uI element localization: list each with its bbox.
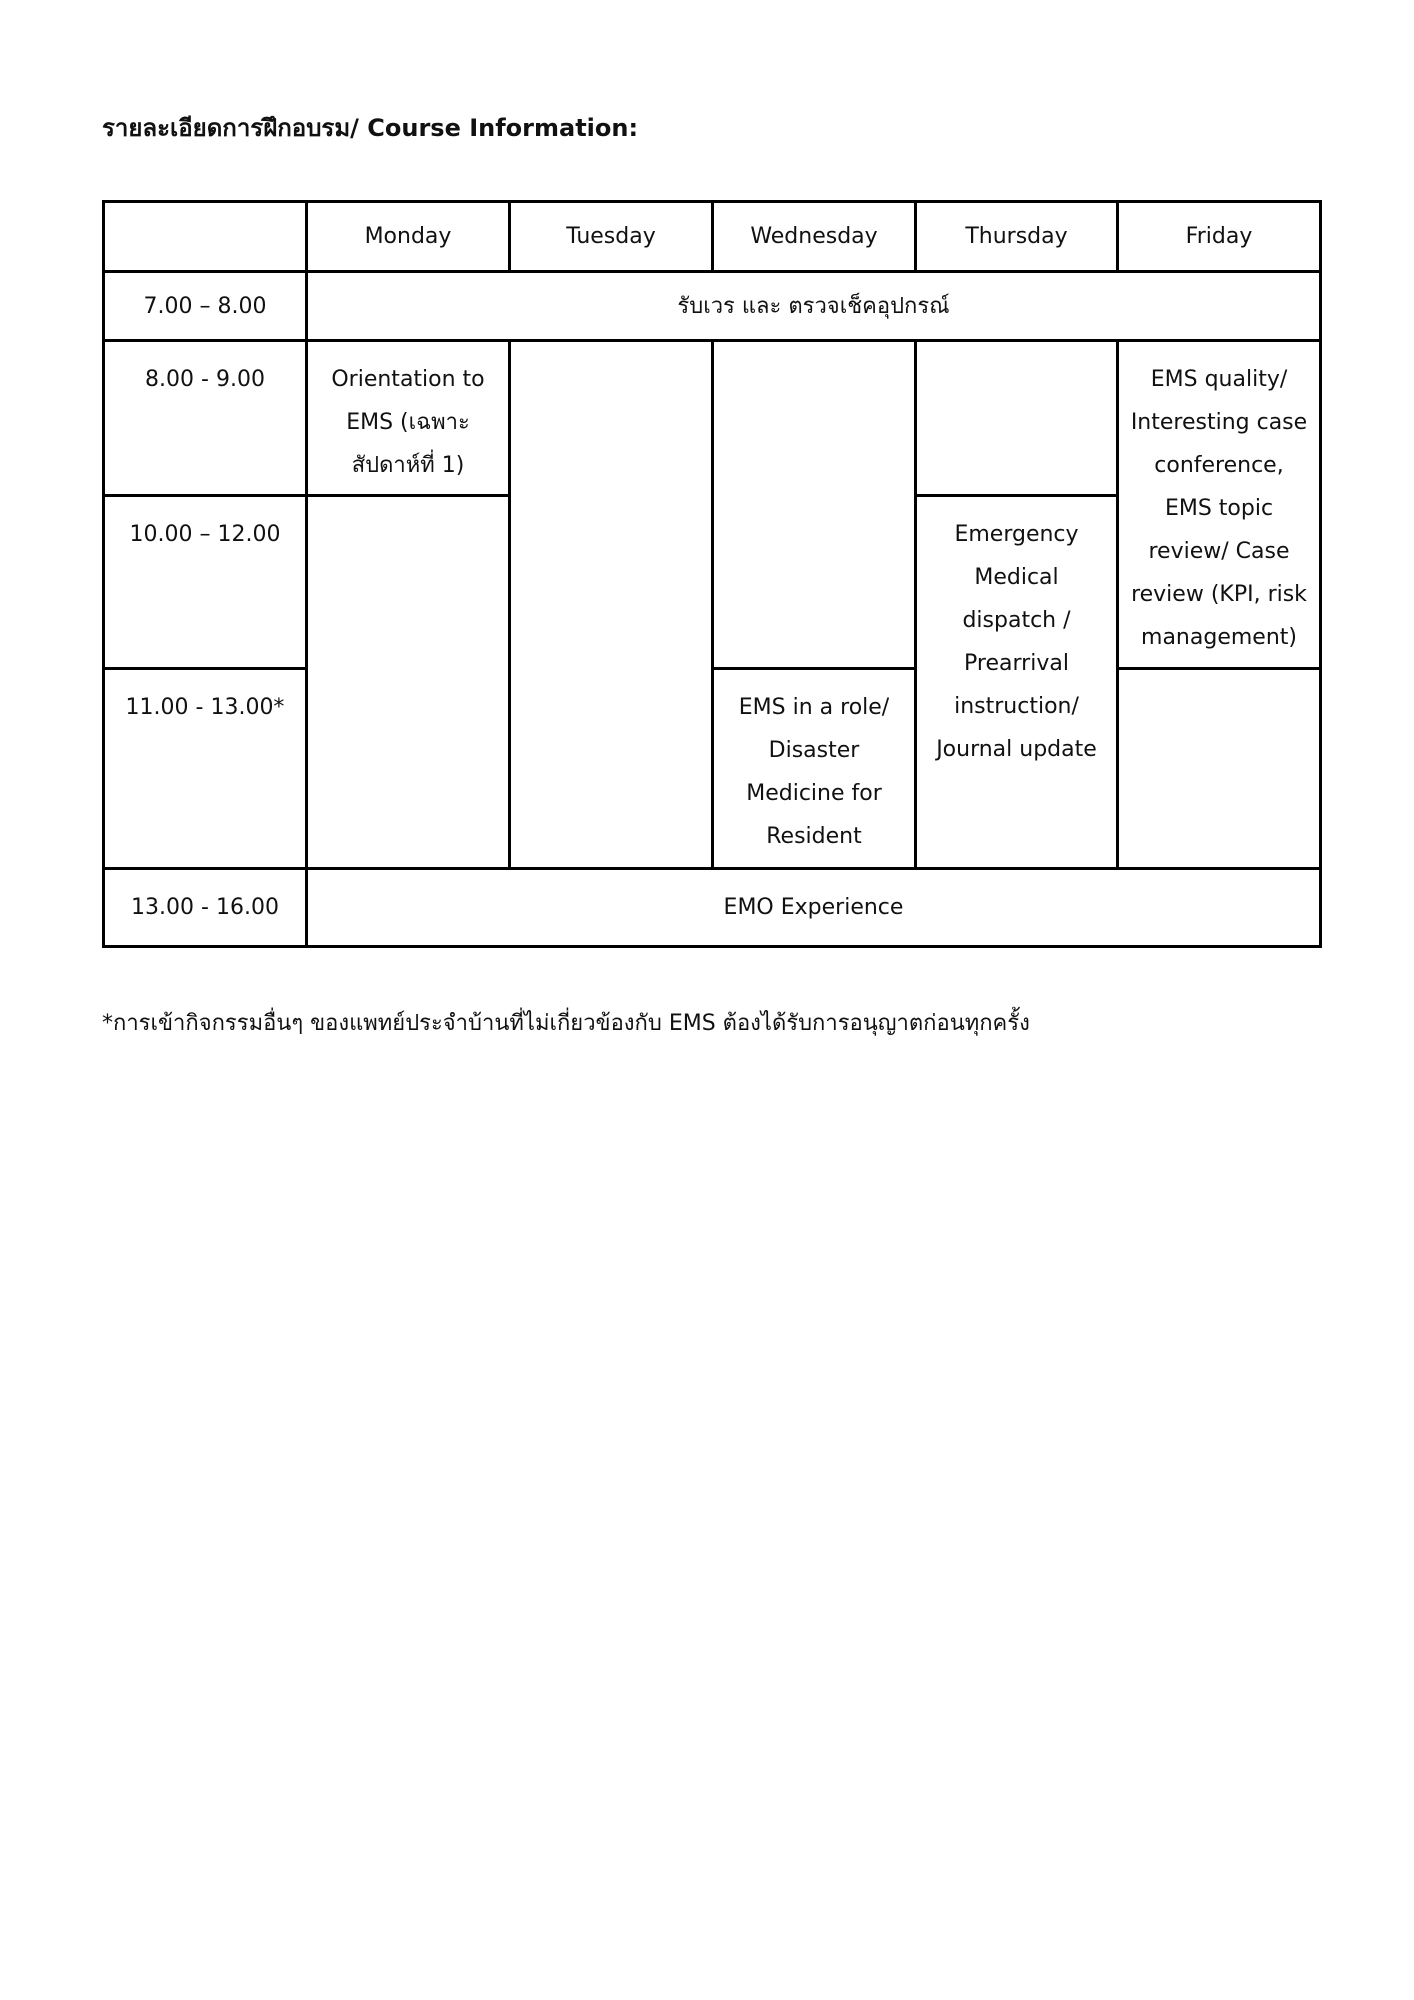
course-information-heading: รายละเอียดการฝึกอบรม/ Course Information: [102,114,639,142]
cell-line: review (KPI, risk [1131,582,1307,607]
weekly-schedule-table [102,200,1322,948]
time-label: 10.00 – 12.00 [104,496,307,669]
tuesday-empty-cell [510,341,713,869]
monday-empty-cell [307,496,510,869]
time-row-1300 [104,869,1321,947]
morning-handover-cell: รับเวร และ ตรวจเช็คอุปกรณ์ [307,272,1321,341]
header-row [104,202,1321,272]
cell-line: dispatch / [962,608,1071,633]
cell-line: สัปดาห์ที่ 1) [351,453,465,478]
thursday-dispatch-cell [916,496,1118,869]
time-label: 11.00 - 13.00* [104,669,307,869]
cell-line: instruction/ [954,694,1079,719]
friday-quality-cell [1118,341,1321,669]
time-row-0800 [104,341,1321,496]
cell-line: EMS in a role/ [738,695,890,720]
cell-line: Orientation to [331,367,485,392]
cell-line: Medical [974,565,1059,590]
monday-orientation-cell [307,341,510,496]
time-label: 13.00 - 16.00 [104,869,307,947]
cell-line: management) [1141,625,1297,650]
cell-line: EMS quality/ [1150,367,1288,392]
cell-line: Medicine for [746,781,882,806]
corner-cell [104,202,307,272]
day-header-friday: Friday [1118,202,1321,272]
wednesday-empty-cell [713,341,916,669]
wednesday-ems-role-cell [713,669,916,869]
footnote: *การเข้ากิจกรรมอื่นๆ ของแพทย์ประจำบ้านที่ไม่เกี่ยวข้องกับ EMS ต้องได้รับการอนุญาตก่อนทุกครั้ง [102,1011,1030,1036]
afternoon-emo-cell: EMO Experience [307,869,1321,947]
time-row-1100 [104,669,1321,869]
cell-line: Prearrival [964,651,1069,676]
day-header-monday: Monday [307,202,510,272]
time-label: 8.00 - 9.00 [104,341,307,496]
cell-line: Interesting case [1130,410,1308,435]
cell-line: Disaster [768,738,860,763]
cell-line: conference, [1154,453,1284,478]
time-label: 7.00 – 8.00 [104,272,307,341]
thursday-empty-cell [916,341,1118,496]
cell-line: review/ Case [1148,539,1290,564]
time-row-0700 [104,272,1321,341]
cell-line: Resident [766,824,862,849]
day-header-wednesday: Wednesday [713,202,916,272]
cell-line: Journal update [936,737,1097,762]
friday-empty-cell [1118,669,1321,869]
day-header-tuesday: Tuesday [510,202,713,272]
cell-line: Emergency [954,522,1079,547]
cell-line: EMS topic [1164,496,1274,521]
day-header-thursday: Thursday [916,202,1118,272]
cell-line: EMS (เฉพาะ [346,410,470,435]
